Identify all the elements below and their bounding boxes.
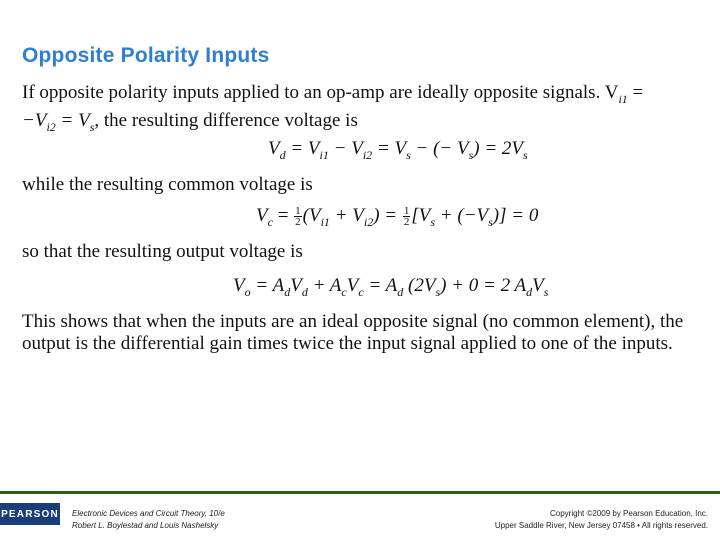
intro-sub-2a: i2 bbox=[46, 119, 56, 134]
eq3-term2: V bbox=[290, 275, 302, 296]
eq2-term3: ) = bbox=[373, 205, 402, 226]
eq2-term2-sub: i2 bbox=[363, 214, 374, 229]
intro-text-1: If opposite polarity inputs applied to an op-amp are ideally opposite signals. V bbox=[22, 82, 619, 103]
intro-text-2b: = V bbox=[55, 109, 90, 131]
eq3-term5-sub: d bbox=[397, 284, 404, 299]
intro-sub-1: i1 bbox=[618, 91, 628, 106]
footer-authors: Robert L. Boylestad and Louis Nashelsky bbox=[72, 521, 219, 530]
eq3-term1: = A bbox=[250, 275, 285, 296]
eq1-term3: = V bbox=[372, 138, 407, 159]
intro-text-2c: , the resulting difference voltage is bbox=[94, 109, 358, 131]
intro-line-2 bbox=[22, 110, 708, 138]
eq3-term4-sub: c bbox=[358, 284, 364, 299]
eq1-lhs: V bbox=[268, 138, 280, 159]
eq2-frac2-num: 1 bbox=[403, 205, 410, 218]
eq2-term5: + (−V bbox=[435, 205, 489, 226]
eq2-term5-sub: s bbox=[488, 214, 493, 229]
pearson-logo: PEARSON bbox=[0, 503, 60, 525]
eq3-term3: + A bbox=[307, 275, 342, 296]
eq2-half-fraction-1 bbox=[294, 206, 302, 227]
eq2-term6: )] = 0 bbox=[492, 205, 539, 226]
footer-book-info bbox=[72, 508, 225, 532]
conclusion-paragraph: This shows that when the inputs are an ideal opposite signal (no common element), the output is the differential gain times twice the input signal applied to one of the inputs. bbox=[22, 311, 684, 354]
intro-line-1 bbox=[22, 82, 708, 110]
eq1-term3-sub: s bbox=[406, 147, 411, 162]
eq3-term7-sub: d bbox=[526, 284, 533, 299]
intro-paragraph bbox=[22, 82, 708, 138]
intro-text-1-end: = bbox=[627, 82, 644, 103]
intro-text-2a: −V bbox=[22, 109, 47, 131]
eq1-lhs-sub: d bbox=[279, 147, 286, 162]
eq2-lhs-sub: c bbox=[267, 214, 273, 229]
eq2-half-fraction-2 bbox=[403, 206, 411, 227]
eq1-term4: − (− V bbox=[410, 138, 469, 159]
eq2-frac1-den: 2 bbox=[295, 216, 301, 229]
footer-copyright-line: Copyright ©2009 by Pearson Education, Inc. bbox=[550, 509, 708, 518]
eq2-frac1-num: 1 bbox=[295, 205, 301, 218]
footer-divider bbox=[0, 491, 720, 494]
footer-book-title: Electronic Devices and Circuit Theory, 10/e bbox=[72, 509, 225, 518]
eq2-term4: [V bbox=[411, 205, 431, 226]
eq2-term4-sub: s bbox=[430, 214, 436, 229]
eq2-equals: = bbox=[272, 205, 294, 226]
output-voltage-intro: so that the resulting output voltage is bbox=[22, 241, 303, 262]
eq3-term5: = A bbox=[363, 275, 398, 296]
eq3-lhs-sub: o bbox=[244, 284, 251, 299]
eq2-lhs: V bbox=[256, 205, 268, 226]
equation-common-voltage bbox=[256, 205, 538, 230]
eq2-term2: + V bbox=[329, 205, 364, 226]
intro-sub-2b: s bbox=[89, 119, 95, 134]
eq1-term5-sub: s bbox=[523, 147, 528, 162]
eq3-term2-sub: d bbox=[301, 284, 308, 299]
equation-output-voltage bbox=[233, 275, 548, 300]
eq1-term2: − V bbox=[328, 138, 363, 159]
eq1-term1-sub: i1 bbox=[319, 147, 329, 162]
eq3-term6: (2V bbox=[403, 275, 436, 296]
eq3-term7: ) + 0 = 2 A bbox=[440, 275, 527, 296]
eq2-term1: (V bbox=[302, 205, 321, 226]
eq1-term1: = V bbox=[285, 138, 320, 159]
eq3-term4: V bbox=[346, 275, 359, 296]
eq2-term1-sub: i1 bbox=[320, 214, 330, 229]
slide-title: Opposite Polarity Inputs bbox=[22, 44, 270, 67]
eq3-term8: V bbox=[532, 275, 544, 296]
footer-address-line: Upper Saddle River, New Jersey 07458 • All rights reserved. bbox=[494, 521, 708, 530]
eq3-lhs: V bbox=[233, 275, 245, 296]
common-voltage-intro: while the resulting common voltage is bbox=[22, 174, 313, 195]
eq2-frac2-den: 2 bbox=[403, 216, 410, 229]
footer-copyright bbox=[495, 508, 708, 532]
eq3-term3-sub: c bbox=[341, 284, 347, 299]
eq1-term4-sub: s bbox=[468, 147, 474, 162]
eq1-term5: ) = 2V bbox=[473, 138, 524, 159]
eq3-term8-sub: s bbox=[543, 284, 549, 299]
eq3-term6-sub: s bbox=[435, 284, 441, 299]
eq1-term2-sub: i2 bbox=[362, 147, 373, 162]
equation-difference-voltage bbox=[268, 138, 528, 163]
eq3-term1-sub: d bbox=[284, 284, 291, 299]
